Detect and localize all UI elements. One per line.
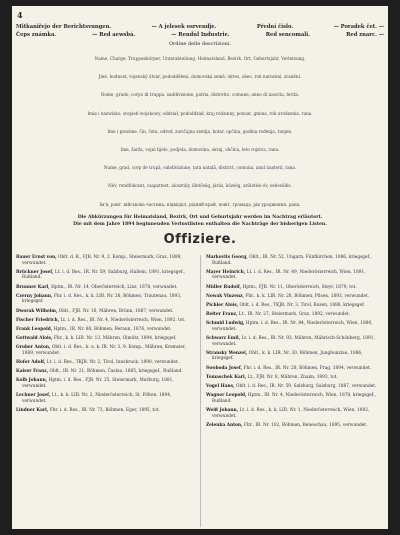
header-line-2 [16,32,384,38]
entry-name: Kaiser Franz, [16,369,49,375]
casualty-entry [206,366,384,372]
header-cell: — A jelesek osrvendje. [151,24,217,30]
casualty-entry [16,336,194,342]
entry-name: Weiß Johann, [206,408,239,413]
entry-details: Fhr., k. k. LIR. Nr. 28, Böhmen, Pilsen, 1893, verwundet. [245,293,370,299]
entry-details: Fhr., IR. Nr. 102, Böhmen, Beneschau, 1895, verwundet. [243,422,368,428]
entry-details: Oblt., IR. Nr. 52, Ungarn, Fünfkirchen, 1886, kriegsgef., Rußland. [212,255,372,266]
document-page [12,6,388,529]
casualty-entry [206,270,384,281]
casualty-entry [16,309,194,315]
casualty-entry [16,318,194,324]
notice-line: Die mit dem Jahre 1894 beginnenden Verlustlisten enthalten die Nachträge der bisherigen Listen. [73,221,327,227]
entry-name: Zelenka Anton, [206,422,243,428]
entry-details: Lt. i. d. Res., IR. Nr. 93, Mähren, Mährisch-Schönberg, 1891, verwundet. [212,336,375,347]
casualty-entry [16,327,194,333]
entry-name: Gruber Anton, [16,345,51,351]
entry-name: Lindner Karl, [16,408,49,413]
entry-details: Lt. i. d. Res., TKJR. Nr. 2, Tirol, Innsbruck, 1890, verwundet. [46,360,180,366]
entry-name: Hofer Adolf, [16,360,46,366]
entry-name: Kolb Johann, [16,378,48,384]
header-cell: — Red aewsbá. [92,32,136,38]
language-key-list [12,56,388,220]
casualty-entry [206,303,384,309]
entry-details: Oblt. i. d. Res., TKJR. Nr. 3, Tirol, Bozen, 1888, kriegsgef. [239,302,365,308]
language-key-row: Nume, grad, corp de trupă, subdiviziune, țara natală, district, comuna, anul nașterii, rana. [103,165,297,171]
entry-details: Lt. i. d. Res., IR. Nr. 49, Niederösterreich, Wien, 1891, verwundet. [212,269,366,281]
notice-text [12,215,388,228]
casualty-entry [206,285,384,291]
language-key-row: Ім'я, ранґ, військова частина, підвідділ, рідний край, повіт, громада, рік уродження, рана. [99,201,301,207]
casualty-entry [206,294,384,300]
language-key-row: Jiné, hodnost, vojenský útvar, pododdělení, domovská země, okres, obec, rok narození, zranění. [98,74,302,80]
language-key-row: Name, Charge, Truppenkörper, Unterabteilung, Heimatsland, Bezirk, Ort, Geburtsjahr, Verletzung. [94,56,306,61]
entry-name: Czerny Johann, [16,293,53,299]
header-cell: Přední číslo. [256,24,294,30]
casualty-entry [16,378,194,389]
header-cell: — Poradek čet. — [333,24,384,30]
casualty-entry [206,312,384,318]
entry-name: Fischer Friedrich, [16,317,60,323]
entry-name: Stransky Wenzel, [206,350,248,356]
entry-details: Lt., FJB. Nr. 8, Mähren, Znaim, 1893, tot. [247,374,338,380]
entry-name: Schmid Ludwig, [206,321,245,327]
entry-name: Nowak Vinzenz, [206,293,244,299]
entry-details: Lt., IR. Nr. 27, Steiermark, Graz, 1892, verwundet. [238,312,351,318]
entry-details: Oblt. d. R., FJB. Nr. 9, 2. Komp., Steiermark, Graz, 1889, verwundet. [22,255,182,266]
casualty-entry [16,369,194,375]
entry-details: Lt. i. d. Res., IR. Nr. 4, Niederösterreich, Wien, 1892, tot. [60,317,186,323]
entry-name: Gottwald Alois, [16,336,53,342]
header-cell: Čeps známka. [16,32,57,38]
entry-name: Pichler Alois, [206,302,239,308]
entry-details: Oblt. i. d. Res., IR. Nr. 59, Salzburg, Salzburg, 1887, verwundet. [235,384,377,390]
casualty-entry [16,345,194,356]
casualty-entry [206,351,384,362]
entry-name: Vogel Hans, [206,384,235,390]
language-key-row: Ime i prezime, čin, četa, odred, zavičajna zemlja, kotar, općina, godina rođenja, ranjen. [107,128,293,134]
entry-name: Tomaschek Karl, [206,374,247,380]
header-line-1 [16,24,384,30]
entry-name: Brunner Karl, [16,284,50,290]
entry-details: Oblt. i. d. Res., k. u. k. IR. Nr. 3, 9. Komp., Mähren, Kremsier, 1889, verwundet. [22,345,186,356]
entry-name: Markovits Georg, [206,255,248,260]
casualty-entry [16,408,194,414]
casualty-entry [16,294,194,305]
entry-name: Reiter Franz, [206,312,238,318]
entry-details: Oblt., FJB. Nr. 16, Mähren, Brünn, 1887, verwundet. [58,308,174,314]
header-cell: Mitkaniřejo der Berichtsvungen. [16,24,112,30]
entry-details: Fhr. i. d. Res., k. k. LIR. Nr. 26, Böhmen, Trautenau, 1893, kriegsgef. [22,293,182,305]
entry-details: Hptm. i. d. Res., FJB. Nr. 25, Steiermark, Marburg, 1881, verwundet. [22,378,174,390]
entry-details: Hptm. i. d. Res., IR. Nr. 84, Niederösterreich, Wien, 1880, verwundet. [212,321,373,332]
entry-name: Frank Leopold, [16,326,53,332]
header-cell: Red znarc. — [346,32,384,38]
entry-name: Bauer Ernst von, [16,255,57,260]
entry-details: Hptm., IR. Nr. 88, Böhmen, Beraun, 1876, verwundet. [53,326,172,332]
casualty-entry [16,393,194,404]
section-title: Offiziere. [163,232,237,247]
entry-name: Wagner Leopold, [206,393,247,399]
casualty-entry [206,393,384,404]
entry-details: Hptm., FJB. Nr. 11, Oberösterreich, Steyr, 1879, tot. [242,284,357,290]
column-divider [200,255,201,527]
entry-name: Brückner Josef, [16,269,54,275]
language-key-row: Név, rendfokozat, csapattest, alosztály, illetőség, járás, község, születési év, sebesülés. [108,183,292,189]
entry-details: Lt. i. d. Res., k. k. LIR. Nr. 1, Niederösterreich, Wien, 1892, verwundet. [212,408,370,419]
entry-details: Oblt., IR. Nr. 21, Böhmen, Časlau, 1885, kriegsgef., Rußland. [49,369,183,375]
entry-details: Hptm., IR. Nr. 14, Oberösterreich, Linz, 1878, verwundet. [51,284,178,290]
entry-details: Fhr. i. d. Res., IR. Nr. 28, Böhmen, Prag, 1894, verwundet. [243,365,372,371]
entry-details: Fhr., k. k. LIR. Nr. 13, Mähren, Olmütz, 1894, kriegsgef. [53,336,177,342]
entry-name: Swoboda Josef, [206,365,243,371]
casualty-entry [206,384,384,390]
casualty-entry [16,255,194,266]
entry-name: Mayer Heinrich, [206,269,246,275]
entry-details: Fhr. i. d. Res., IR. Nr. 73, Böhmen, Eger, 1895, tot. [49,408,160,413]
entry-details: Lt., k. k. LIR. Nr. 2, Niederösterreich, St. Pölten, 1894, verwundet. [22,393,172,404]
notice-line: Die Abkürzungen für Heimatsland, Bezirk, Ort und Geburtsjahr werden im Nachtrag erläutert. [77,215,323,220]
entry-details: Hptm., IR. Nr. 4, Niederösterreich, Wien, 1878, kriegsgef., Rußland. [212,393,376,404]
entry-details: Lt. i. d. Res., IR. Nr. 59, Salzburg, Hallein, 1891, kriegsgef., Rußland. [22,269,186,281]
page-number: 4 [17,10,23,20]
entry-details: Oblt., k. k. LIR. Nr. 30, Böhmen, Jungbunzlau, 1886, kriegsgef. [212,350,363,362]
casualty-entry [206,336,384,347]
left-column [16,255,194,417]
entry-name: Müller Rudolf, [206,284,242,290]
entry-name: Lechner Josef, [16,393,51,399]
casualty-entry [206,255,384,266]
casualty-entry [206,408,384,419]
casualty-entry [16,360,194,366]
casualty-entry [206,321,384,332]
casualty-entry [206,423,384,429]
header-cell: — Rendul Industrie. [171,32,230,38]
entry-name: Dworak Wilhelm, [16,308,58,314]
ordering-note: Ordine delle descrizioni. [168,41,232,47]
casualty-entry [16,270,194,281]
language-key-row: Imię i nazwisko, stopień wojskowy, oddział, pododdział, kraj rodzinny, powiat, gmina, rok urodzenia, rana. [87,110,313,116]
entry-name: Schwarz Emil, [206,336,241,342]
header-cell: Red sencomali. [265,32,310,38]
casualty-entry [206,375,384,381]
casualty-entry [16,285,194,291]
language-key-row: Ime, šarža, vojni tijelo, podjela, domovina, okraj, občina, leto rojstva, rana. [120,146,280,152]
language-key-row: Nome, grado, corpo di truppa, suddivisione, patria, distretto, comune, anno di nascita, ferita. [100,92,300,98]
right-column [206,255,384,432]
